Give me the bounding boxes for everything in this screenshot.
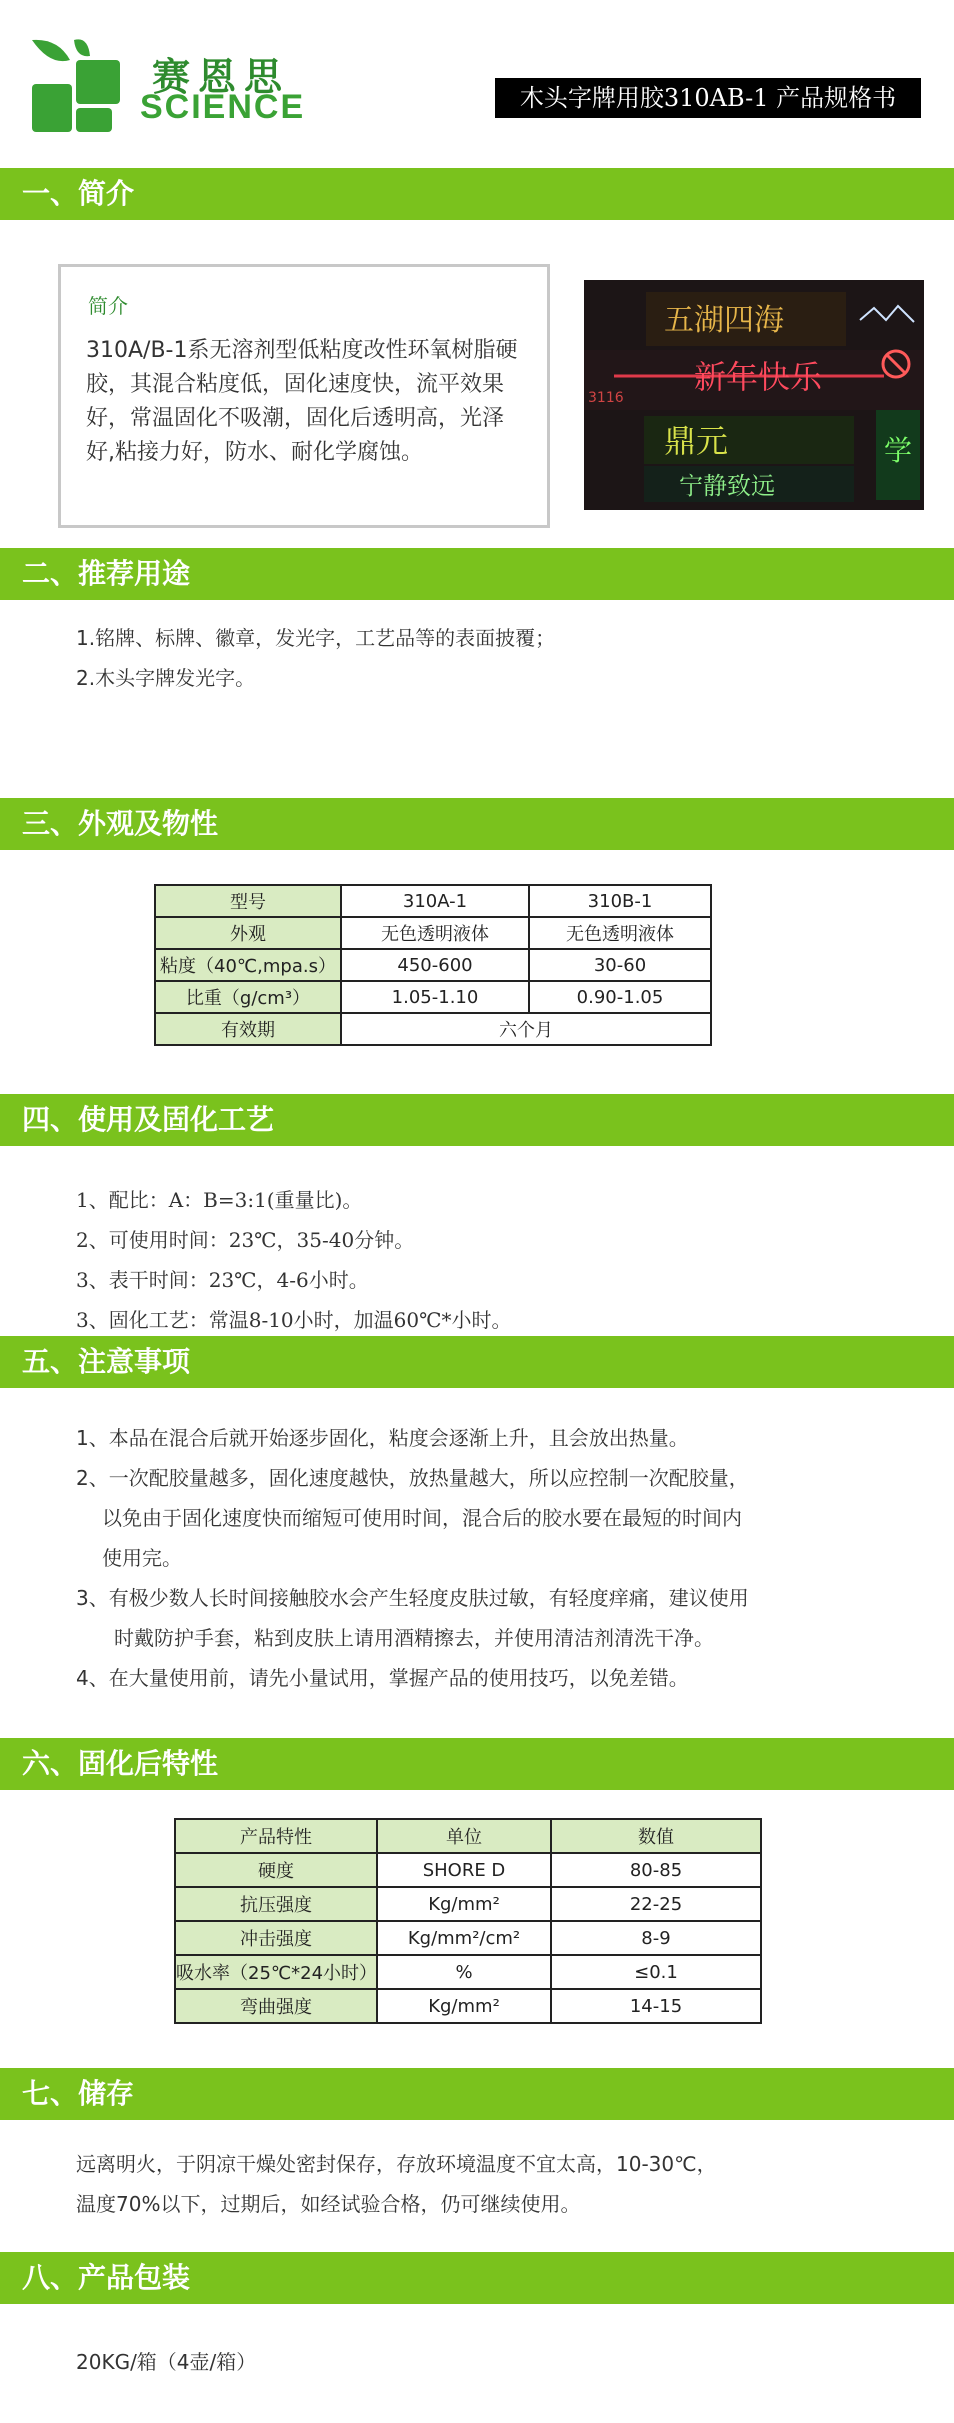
table-cell: 吸水率（25℃*24小时） — [175, 1955, 377, 1989]
section-title: 三、外观及物性 — [22, 807, 219, 840]
note-line: 使用完。 — [102, 1546, 182, 1570]
section-title: 一、简介 — [22, 177, 135, 210]
section-bar-packaging — [0, 2252, 954, 2304]
note-line: 时戴防护手套，粘到皮肤上请用酒精擦去，并使用清洁剂清洗干净。 — [114, 1626, 714, 1650]
sign-text: 学 — [884, 434, 913, 467]
product-photo — [584, 280, 924, 510]
section-bar-process — [0, 1094, 954, 1146]
note-line: 1、本品在混合后就开始逐步固化，粘度会逐渐上升，且会放出热量。 — [76, 1426, 689, 1450]
table-cell: Kg/mm²/cm² — [377, 1921, 551, 1955]
table-cell: 粘度（40℃,mpa.s） — [155, 949, 341, 981]
note-line: 3、有极少数人长时间接触胶水会产生轻度皮肤过敏，有轻度痒痛，建议使用 — [76, 1586, 749, 1610]
document-title: 木头字牌用胶310AB-1 产品规格书 — [495, 78, 921, 118]
table-header-cell: 产品特性 — [175, 1819, 377, 1853]
section-title: 六、固化后特性 — [22, 1747, 219, 1780]
section-bar-cured-properties — [0, 1738, 954, 1790]
table-cell: 外观 — [155, 917, 341, 949]
table-header-row — [175, 1819, 761, 1853]
section-bar-storage — [0, 2068, 954, 2120]
process-item: 1、配比：A：B=3:1(重量比)。 — [76, 1188, 363, 1212]
table-cell: ≤0.1 — [551, 1955, 761, 1989]
table-cell: 1.05-1.10 — [341, 981, 529, 1013]
table-cell: 无色透明液体 — [529, 917, 711, 949]
table-cell: 冲击强度 — [175, 1921, 377, 1955]
section-bar-properties — [0, 798, 954, 850]
sign-text: 五湖四海 — [664, 303, 784, 338]
table-cell: 14-15 — [551, 1989, 761, 2023]
section-bar-uses — [0, 548, 954, 600]
note-line: 2、一次配胶量越多，固化速度越快，放热量越大，所以应控制一次配胶量， — [76, 1466, 749, 1490]
table-cell: 310A-1 — [341, 885, 529, 917]
properties-table — [154, 884, 712, 1046]
table-row — [155, 1013, 711, 1045]
table-cell: SHORE D — [377, 1853, 551, 1887]
note-line: 4、在大量使用前，请先小量试用，掌握产品的使用技巧，以免差错。 — [76, 1666, 689, 1690]
process-item: 3、表干时间：23℃，4-6小时。 — [76, 1268, 369, 1292]
table-cell: 无色透明液体 — [341, 917, 529, 949]
table-row — [155, 949, 711, 981]
note-line: 以免由于固化速度快而缩短可使用时间，混合后的胶水要在最短的时间内 — [102, 1506, 742, 1530]
sign-text: 3116 — [588, 390, 624, 406]
table-cell: 310B-1 — [529, 885, 711, 917]
use-item: 1.铭牌、标牌、徽章，发光字，工艺品等的表面披覆； — [76, 626, 556, 650]
table-cell: 80-85 — [551, 1853, 761, 1887]
table-cell: 30-60 — [529, 949, 711, 981]
table-cell: 六个月 — [341, 1013, 711, 1045]
table-cell: 抗压强度 — [175, 1887, 377, 1921]
table-row — [175, 1955, 761, 1989]
table-cell: 比重（g/cm³） — [155, 981, 341, 1013]
table-cell: 型号 — [155, 885, 341, 917]
table-cell: Kg/mm² — [377, 1887, 551, 1921]
section-title: 八、产品包装 — [22, 2261, 191, 2294]
table-cell: % — [377, 1955, 551, 1989]
cured-properties-table — [174, 1818, 762, 2024]
section-title: 七、储存 — [22, 2077, 135, 2110]
sign-text: 新年快乐 — [694, 358, 823, 396]
section-bar-notes — [0, 1336, 954, 1388]
table-row — [155, 917, 711, 949]
brand-name-en: SCIENCE — [140, 88, 306, 126]
sign-text: 鼎元 — [664, 422, 729, 460]
table-cell: 0.90-1.05 — [529, 981, 711, 1013]
sign-text: 宁静致远 — [679, 472, 775, 500]
section-title: 五、注意事项 — [22, 1345, 191, 1378]
table-cell: 有效期 — [155, 1013, 341, 1045]
process-item: 3、固化工艺：常温8-10小时，加温60℃*小时。 — [76, 1308, 512, 1332]
table-row — [175, 1921, 761, 1955]
intro-text: 310A/B-1系无溶剂型低粘度改性环氧树脂硬胶，其混合粘度低，固化速度快，流平效果好，常温固化不吸潮，固化后透明高，光泽好,粘接力好，防水、耐化学腐蚀。 — [86, 338, 518, 465]
section-bar-intro — [0, 168, 954, 220]
table-cell: 22-25 — [551, 1887, 761, 1921]
section-title: 二、推荐用途 — [22, 557, 191, 590]
section-title: 四、使用及固化工艺 — [22, 1103, 275, 1136]
table-row — [175, 1853, 761, 1887]
table-cell: 8-9 — [551, 1921, 761, 1955]
table-cell: 硬度 — [175, 1853, 377, 1887]
brand-name-cn: 赛恩思 — [152, 54, 291, 99]
storage-line: 温度70%以下，过期后，如经试验合格，仍可继续使用。 — [76, 2192, 581, 2216]
table-cell: Kg/mm² — [377, 1989, 551, 2023]
table-cell: 450-600 — [341, 949, 529, 981]
table-row — [155, 885, 711, 917]
table-cell: 弯曲强度 — [175, 1989, 377, 2023]
table-header-cell: 数值 — [551, 1819, 761, 1853]
intro-label: 简介 — [88, 294, 128, 318]
process-item: 2、可使用时间：23℃，35-40分钟。 — [76, 1228, 415, 1252]
use-item: 2.木头字牌发光字。 — [76, 666, 256, 690]
table-row — [175, 1989, 761, 2023]
table-row — [175, 1887, 761, 1921]
table-header-cell: 单位 — [377, 1819, 551, 1853]
table-row — [155, 981, 711, 1013]
packaging-text: 20KG/箱（4壶/箱） — [76, 2350, 257, 2374]
logo-mark — [28, 36, 138, 136]
storage-line: 远离明火，于阴凉干燥处密封保存，存放环境温度不宜太高，10-30℃， — [76, 2152, 717, 2176]
